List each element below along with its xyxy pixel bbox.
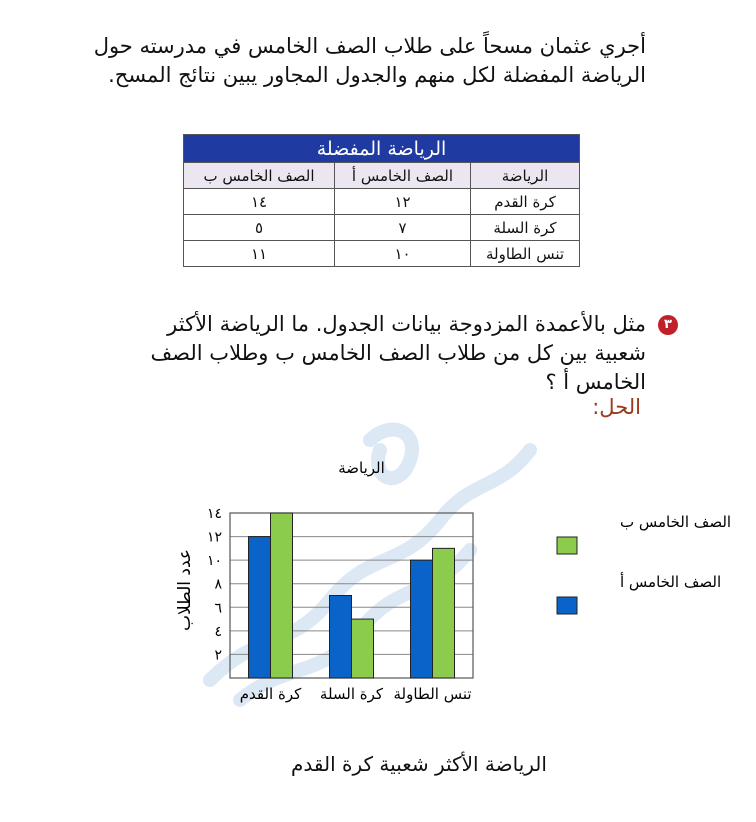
y-tick-label: ٢ — [214, 647, 222, 664]
table-title: الرياضة المفضلة — [184, 135, 580, 163]
bar — [411, 560, 433, 678]
table-cell: ١١ — [184, 241, 335, 267]
legend-swatch — [557, 537, 577, 554]
intro-paragraph: أجري عثمان مسحاً على طلاب الصف الخامس في مدرسته حول الرياضة المفضلة لكل منهم والجدول المجاور يبين نتائج المسح. — [93, 34, 646, 87]
y-tick-label: ٤ — [214, 623, 222, 640]
table-cell: كرة السلة — [471, 215, 580, 241]
x-tick-label: كرة السلة — [319, 685, 384, 703]
table-cell: تنس الطاولة — [471, 241, 580, 267]
legend-label: الصف الخامس ب — [620, 513, 732, 531]
table-header-class-b: الصف الخامس ب — [184, 163, 335, 189]
bar — [352, 619, 374, 678]
legend-label: الصف الخامس أ — [620, 573, 722, 591]
table-header-sport: الرياضة — [471, 163, 580, 189]
question-number-badge: ٣ — [658, 315, 678, 335]
y-tick-label: ٨ — [214, 576, 222, 593]
legend-swatch — [557, 597, 577, 614]
y-tick-label: ٦ — [214, 600, 222, 617]
bar — [330, 596, 352, 679]
table-cell: ١٢ — [335, 189, 471, 215]
table-cell: ٥ — [184, 215, 335, 241]
y-axis-label: عدد الطلاب — [175, 548, 195, 632]
table-cell: ٧ — [335, 215, 471, 241]
bar — [249, 537, 271, 678]
question-text: مثل بالأعمدة المزدوجة بيانات الجدول. ما الرياضة الأكثر شعبية بين كل من طلاب الصف الخامس ب وطلاب الصف الخامس أ ؟ — [150, 312, 646, 394]
y-tick-label: ١٢ — [206, 529, 222, 546]
table-cell: ١٤ — [184, 189, 335, 215]
x-tick-label: تنس الطاولة — [393, 685, 472, 703]
table-cell: ١٠ — [335, 241, 471, 267]
x-tick-label: كرة القدم — [239, 685, 302, 703]
bar — [433, 548, 455, 678]
bar — [271, 513, 293, 678]
table-cell: كرة القدم — [471, 189, 580, 215]
y-tick-label: ١٠ — [206, 553, 222, 570]
solution-label: الحل: — [592, 395, 641, 419]
chart-title: الرياضة — [338, 459, 385, 477]
answer-text: الرياضة الأكثر شعبية كرة القدم — [291, 752, 547, 776]
table-header-class-a: الصف الخامس أ — [335, 163, 471, 189]
y-tick-label: ١٤ — [206, 506, 222, 522]
